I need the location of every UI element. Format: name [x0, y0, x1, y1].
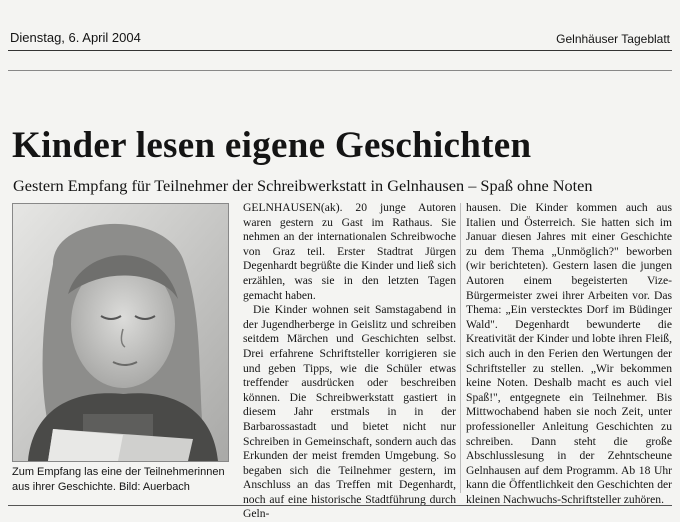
article-column-1: [243, 201, 456, 522]
girl-reading-image: [13, 204, 228, 461]
column-divider: [460, 203, 461, 493]
article-photo: [12, 203, 229, 462]
section-rule: [8, 70, 672, 71]
article-column-2: [466, 201, 672, 507]
page-header: [8, 0, 672, 52]
article-headline: Kinder lesen eigene Geschichten: [12, 125, 532, 166]
paragraph: hausen. Die Kinder kommen auch aus Italien und Österreich. Sie hatten sich im Januar diesen Jahres mit einer Geschichte zu dem Thema „Unmöglich?" beworben (wir berichteten). Gestern lasen die jungen Autoren einem begeisterten Vize-Bürgermeister zwei ihrer Arbeiten vor. Das Thema: „Ein verstecktes Dorf im Büdinger Wald". Degenhardt bewunderte die Kreativität der Kinder und lobte ihren Fleiß, sich auch in den Ferien den Wertungen der Schriftsteller zu stellen. „Wir bekommen keine Noten. Deshalb macht es auch viel Spaß!", entgegnete ein Teilnehmer. Bis Mittwochabend haben sie noch Zeit, unter professioneller Anleitung Geschichten zu schreiben. Dann steht die große Abschlusslesung in der Zehntscheune Gelnhausen auf dem Programm. Ab 18 Uhr kann die Öffentlichkeit den Geschichten der kleinen Nachwuchs-Schriftsteller zuhören.: [466, 201, 672, 506]
publication-date: Dienstag, 6. April 2004: [10, 30, 141, 45]
header-rule: [8, 50, 672, 51]
footer-rule: [8, 505, 672, 506]
article-subheadline: Gestern Empfang für Teilnehmer der Schreibwerkstatt in Gelnhausen – Spaß ohne Noten: [13, 176, 593, 195]
paragraph: Die Kinder wohnen seit Samstagabend in der Jugendherberge in Geislitz und schreiben seitdem Märchen und Geschichten selbst. Drei erfahrene Schriftsteller korrigieren sie und geben Tipps, wie die Schüler etwas treffender ausdrücken oder beschreiben können. Die Schreibwerkstatt gastiert in diesem Jahr erstmals in in der Barbarossastadt und bietet nicht nur Schreiben in Gemeinschaft, sondern auch das Erkunden der meist fremden Umgebung. So begaben sich die Teilnehmer gestern, im Anschluss an das Treffen mit Degenhardt, noch auf eine historische Stadtführung durch Geln-: [243, 303, 456, 521]
photo-caption: Zum Empfang las eine der Teilnehmerinnen aus ihrer Geschichte. Bild: Auerbach: [12, 466, 225, 493]
paragraph: GELNHAUSEN(ak). 20 junge Autoren waren gestern zu Gast im Rathaus. Sie nehmen an der internationalen Schreibwoche von Graz teil. Erster Stadtrat Jürgen Degenhardt begrüßte die Kinder und ließ sich erzählen, was sie in den letzten Tagen gemacht haben.: [243, 201, 456, 302]
newspaper-name: Gelnhäuser Tageblatt: [556, 32, 670, 46]
